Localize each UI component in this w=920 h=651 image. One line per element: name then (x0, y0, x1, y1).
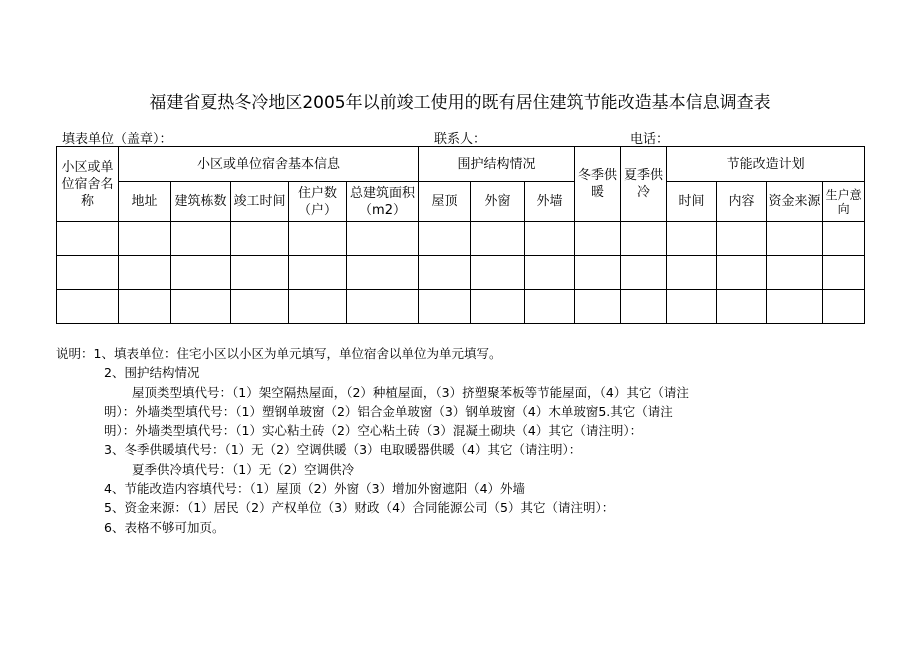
table-cell[interactable] (823, 222, 865, 256)
table-cell[interactable] (667, 222, 717, 256)
table-cell[interactable] (525, 256, 575, 290)
table-cell[interactable] (667, 290, 717, 324)
note-line: 6、表格不够可加页。 (104, 519, 225, 535)
table-cell[interactable] (347, 222, 419, 256)
table-row (57, 290, 865, 324)
col-header-winter-heating: 冬季供暖 (575, 147, 621, 222)
sub-header-address: 地址 (119, 182, 171, 222)
table-cell[interactable] (289, 290, 347, 324)
table-cell[interactable] (119, 222, 171, 256)
note-line: 明）：外墙类型填代号：（1）塑钢单玻窗（2）铝合金单玻窗（3）钢单玻窗（4）木单玻窗5.其它（请注 (104, 403, 673, 419)
table-cell[interactable] (57, 222, 119, 256)
sub-header-wall: 外墙 (525, 182, 575, 222)
table-cell[interactable] (119, 290, 171, 324)
table-row (57, 256, 865, 290)
note-line: 3、冬季供暖填代号：（1）无（2）空调供暖（3）电取暖器供暖（4）其它（请注明）： (104, 442, 582, 458)
sub-header-window: 外窗 (471, 182, 525, 222)
table-cell[interactable] (171, 290, 231, 324)
table-cell[interactable] (471, 256, 525, 290)
note-line: 2、围护结构情况 (104, 365, 200, 381)
table-cell[interactable] (621, 290, 667, 324)
table-cell[interactable] (289, 222, 347, 256)
table-cell[interactable] (419, 222, 471, 256)
table-cell[interactable] (525, 290, 575, 324)
table-cell[interactable] (289, 256, 347, 290)
sub-header-fund-source: 资金来源 (767, 182, 823, 222)
table-cell[interactable] (419, 256, 471, 290)
instructions (56, 344, 856, 537)
note-line: 说明：1、填表单位：住宅小区以小区为单元填写，单位宿舍以单位为单元填写。 (56, 346, 502, 361)
table-cell[interactable] (621, 256, 667, 290)
table-cell[interactable] (575, 290, 621, 324)
col-header-name: 小区或单位宿舍名称 (57, 147, 119, 222)
group-header-retrofit-plan: 节能改造计划 (667, 147, 865, 182)
table-row (57, 222, 865, 256)
table-cell[interactable] (575, 256, 621, 290)
sub-header-total-area: 总建筑面积（m2） (347, 182, 419, 222)
note-line: 屋顶类型填代号：（1）架空隔热屋面，（2）种植屋面，（3）挤塑聚苯板等节能屋面，（4）其它（请注 (132, 384, 689, 400)
sub-header-time: 时间 (667, 182, 717, 222)
table-cell[interactable] (231, 290, 289, 324)
form-title: 福建省夏热冬冷地区2005年以前竣工使用的既有居住建筑节能改造基本信息调查表 (149, 93, 771, 113)
col-header-summer-cooling: 夏季供冷 (621, 147, 667, 222)
table-cell[interactable] (57, 256, 119, 290)
note-line: 明）：外墙类型填代号：（1）实心粘土砖（2）空心粘土砖（3）混凝土砌块（4）其它（请注明）： (104, 423, 643, 439)
sub-header-completion-time: 竣工时间 (231, 182, 289, 222)
table-cell[interactable] (171, 222, 231, 256)
contact-person-label: 联系人： (434, 132, 487, 147)
sub-header-roof: 屋顶 (419, 182, 471, 222)
table-cell[interactable] (57, 290, 119, 324)
table-cell[interactable] (231, 222, 289, 256)
table-cell[interactable] (419, 290, 471, 324)
table-cell[interactable] (621, 222, 667, 256)
table-cell[interactable] (767, 256, 823, 290)
table-cell[interactable] (231, 256, 289, 290)
table-cell[interactable] (525, 222, 575, 256)
table-cell[interactable] (717, 256, 767, 290)
table-cell[interactable] (347, 256, 419, 290)
table-cell[interactable] (717, 222, 767, 256)
table-cell[interactable] (667, 256, 717, 290)
table-cell[interactable] (119, 256, 171, 290)
sub-header-building-count: 建筑栋数 (171, 182, 231, 222)
note-line: 4、节能改造内容填代号：（1）屋顶（2）外窗（3）增加外窗遮阳（4）外墙 (104, 481, 526, 497)
table-cell[interactable] (471, 222, 525, 256)
table-cell[interactable] (171, 256, 231, 290)
table-cell[interactable] (575, 222, 621, 256)
survey-table (56, 146, 865, 324)
table-cell[interactable] (471, 290, 525, 324)
table-cell[interactable] (767, 222, 823, 256)
filling-unit-label: 填表单位（盖章）： (62, 132, 173, 147)
table-cell[interactable] (823, 256, 865, 290)
sub-header-households: 住户数（户） (289, 182, 347, 222)
sub-header-content: 内容 (717, 182, 767, 222)
group-header-basic-info: 小区或单位宿舍基本信息 (119, 147, 419, 182)
sub-header-intent: 生户意向 (823, 182, 865, 222)
table-cell[interactable] (767, 290, 823, 324)
note-line: 夏季供冷填代号：（1）无（2）空调供冷 (132, 461, 355, 477)
table-cell[interactable] (347, 290, 419, 324)
note-line: 5、资金来源：（1）居民（2）产权单位（3）财政（4）合同能源公司（5）其它（请注明）： (104, 500, 615, 516)
phone-label: 电话： (630, 132, 670, 147)
table-cell[interactable] (717, 290, 767, 324)
table-cell[interactable] (823, 290, 865, 324)
group-header-envelope: 围护结构情况 (419, 147, 575, 182)
